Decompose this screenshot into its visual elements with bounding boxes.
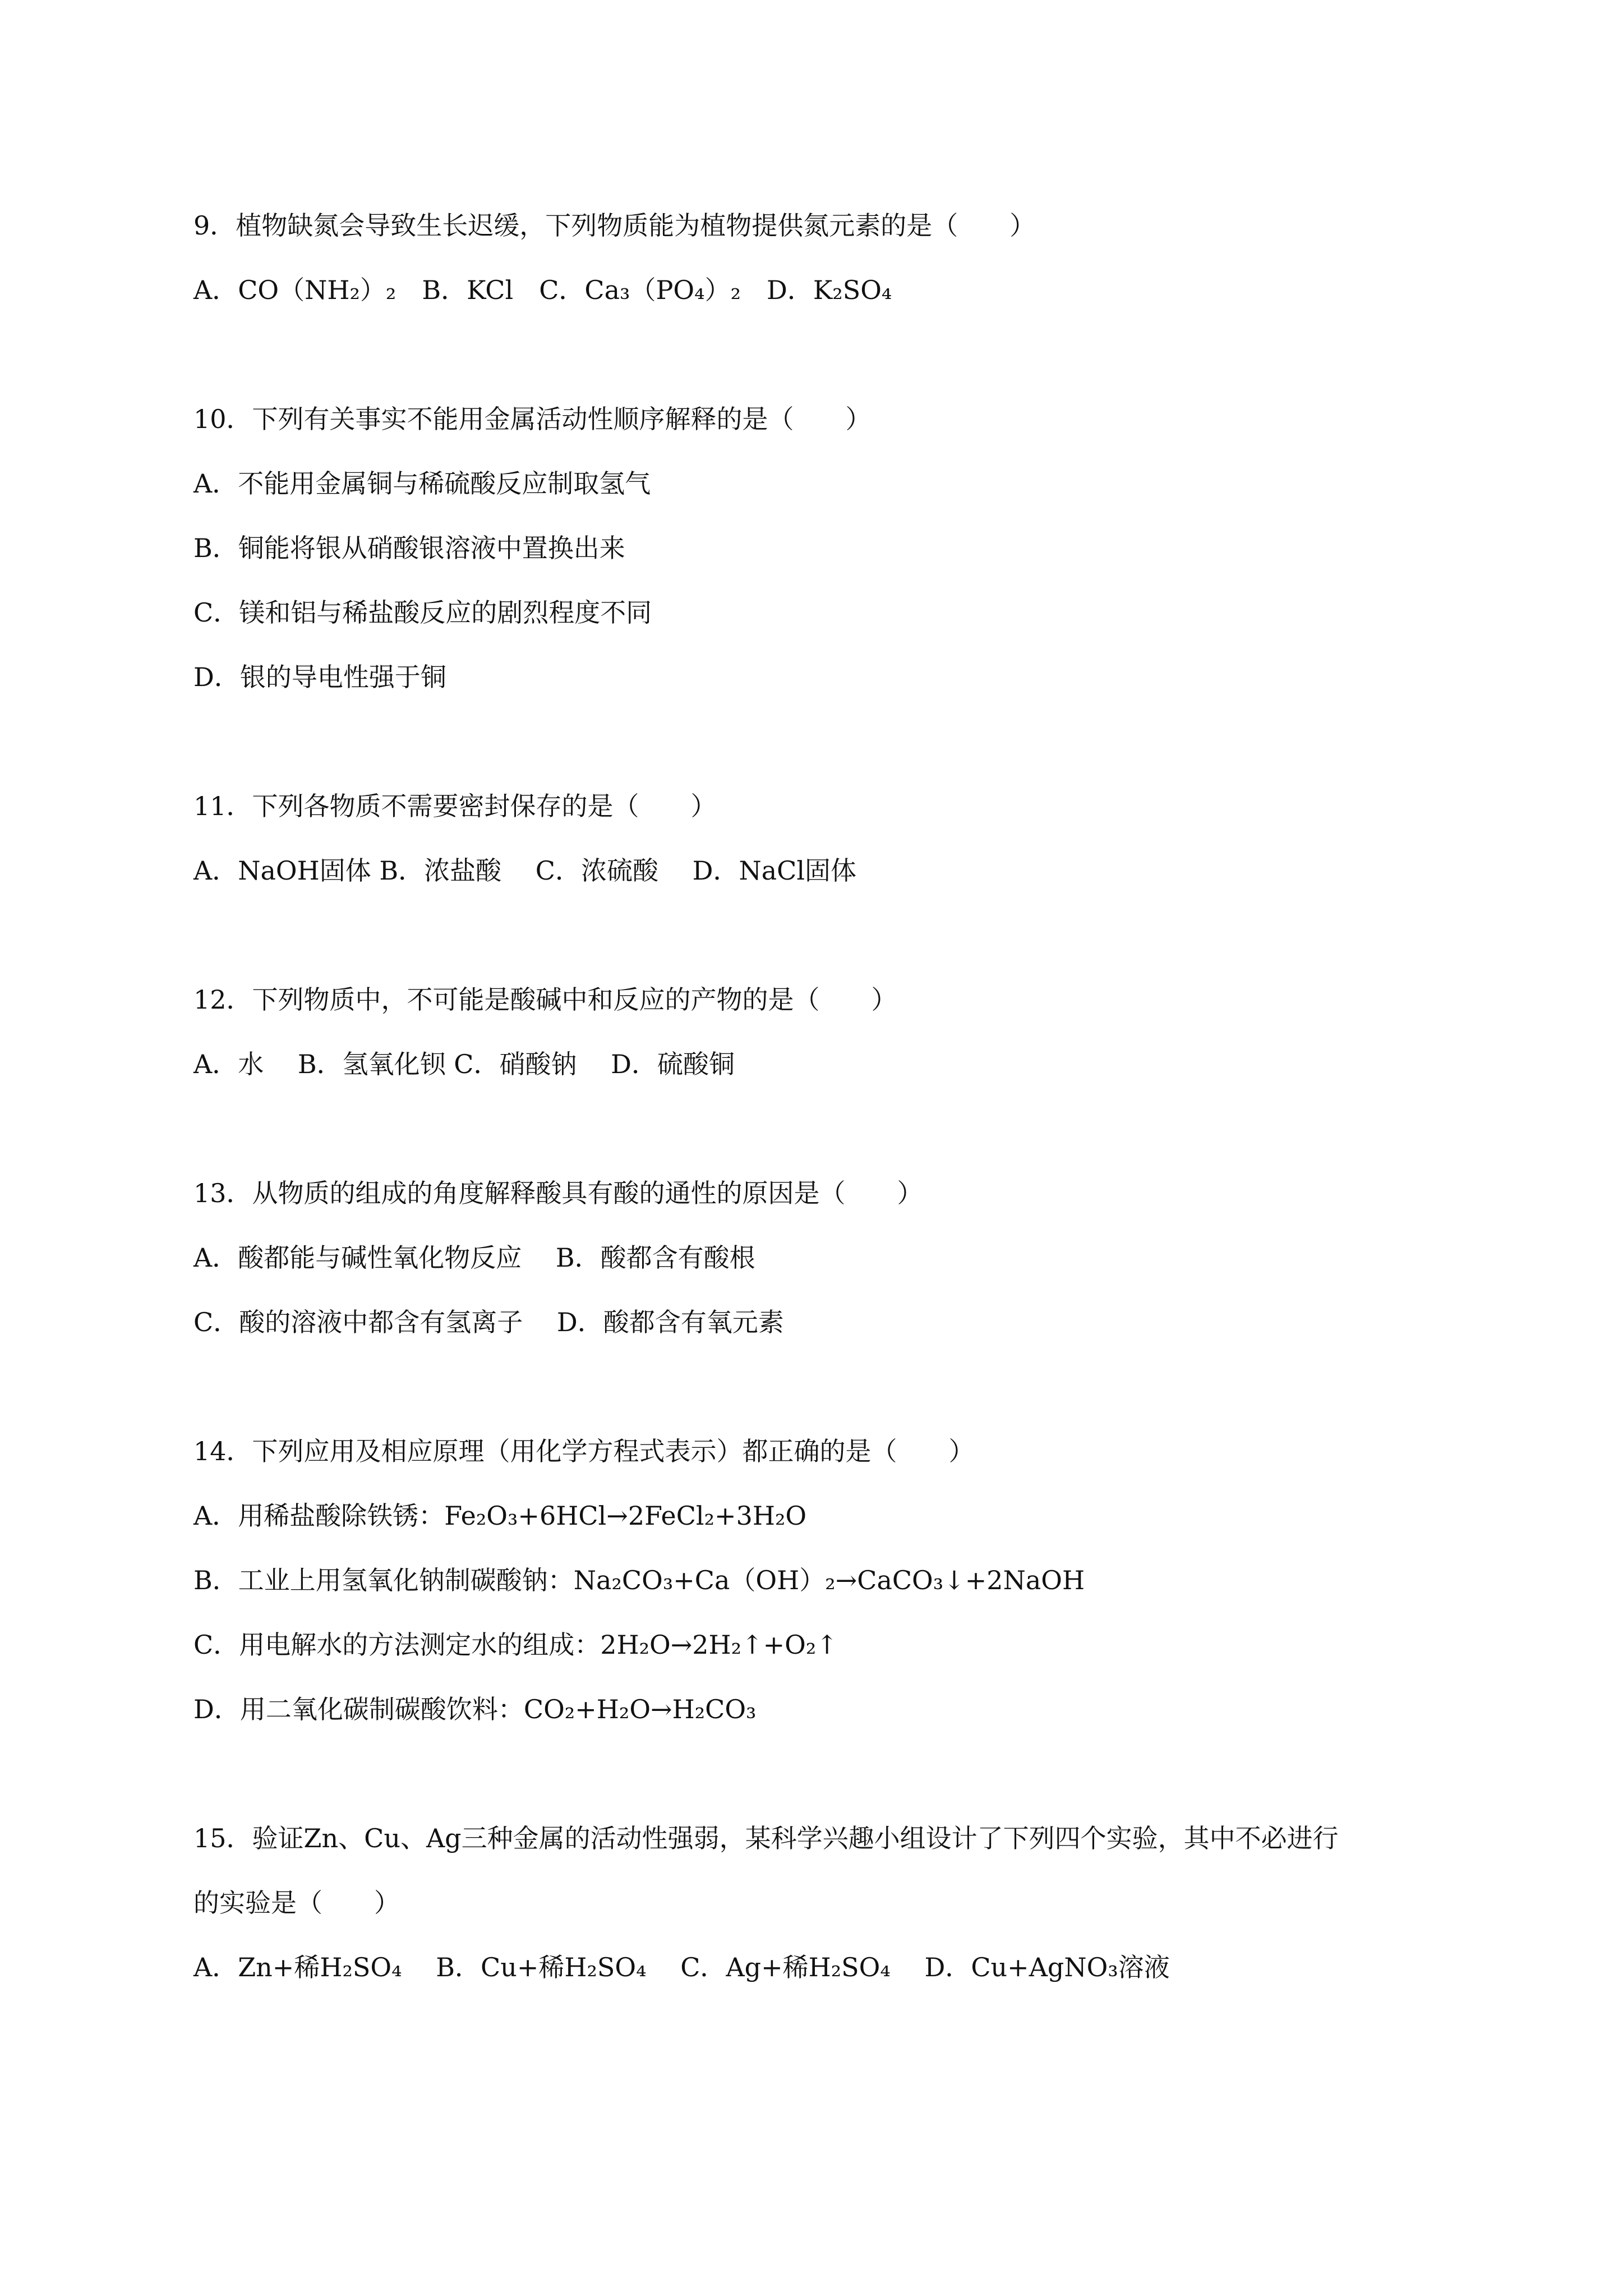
option-d: D．用二氧化碳制碳酸饮料：CO₂+H₂O→H₂CO₃ (193, 1694, 757, 1724)
option-a: A．用稀盐酸除铁锈：Fe₂O₃+6HCl→2FeCl₂+3H₂O (193, 1501, 807, 1531)
question-13 (193, 1175, 1483, 1369)
question-12 (193, 982, 1483, 1111)
question-stem: 13．从物质的组成的角度解释酸具有酸的通性的原因是（ ） (193, 1178, 923, 1208)
question-stem: 14．下列应用及相应原理（用化学方程式表示）都正确的是（ ） (193, 1436, 975, 1466)
question-stem: 11．下列各物质不需要密封保存的是（ ） (193, 791, 717, 821)
option-c: C．用电解水的方法测定水的组成：2H₂O→2H₂↑+O₂↑ (193, 1630, 838, 1660)
question-stem: 10．下列有关事实不能用金属活动性顺序解释的是（ ） (193, 404, 872, 434)
question-options: A．水 B．氢氧化钡 C．硝酸钠 D．硫酸铜 (193, 1049, 735, 1079)
question-10 (193, 401, 1483, 724)
option-b: B．铜能将银从硝酸银溶液中置换出来 (193, 533, 625, 563)
question-stem: 9．植物缺氮会导致生长迟缓，下列物质能为植物提供氮元素的是（ ） (193, 210, 1036, 241)
question-15 (193, 1820, 1483, 2014)
question-stem: 12．下列物质中，不可能是酸碱中和反应的产物的是（ ） (193, 984, 897, 1015)
question-11 (193, 788, 1483, 917)
question-9 (193, 208, 1483, 337)
question-stem-line-1: 15．验证Zn、Cu、Ag三种金属的活动性强弱，某科学兴趣小组设计了下列四个实验，其中不必进行 (193, 1823, 1339, 1853)
option-b: B．工业上用氢氧化钠制碳酸钠：Na₂CO₃+Ca（OH）₂→CaCO₃↓+2NaOH (193, 1565, 1085, 1595)
option-line-1: A．酸都能与碱性氧化物反应 B．酸都含有酸根 (193, 1243, 755, 1273)
question-14 (193, 1433, 1483, 1756)
question-options: A．Zn+稀H₂SO₄ B．Cu+稀H₂SO₄ C．Ag+稀H₂SO₄ D．Cu+AgNO₃溶液 (193, 1952, 1170, 1982)
question-stem-line-2: 的实验是（ ） (193, 1888, 400, 1918)
option-a: A．不能用金属铜与稀硫酸反应制取氢气 (193, 468, 651, 499)
question-options: A．CO（NH₂）₂ B．KCl C．Ca₃（PO₄）₂ D．K₂SO₄ (193, 275, 892, 305)
option-line-2: C．酸的溶液中都含有氢离子 D．酸都含有氧元素 (193, 1307, 784, 1337)
option-d: D．银的导电性强于铜 (193, 662, 446, 692)
option-c: C．镁和铝与稀盐酸反应的剧烈程度不同 (193, 597, 652, 628)
question-options: A．NaOH固体 B．浓盐酸 C．浓硫酸 D．NaCl固体 (193, 855, 857, 886)
